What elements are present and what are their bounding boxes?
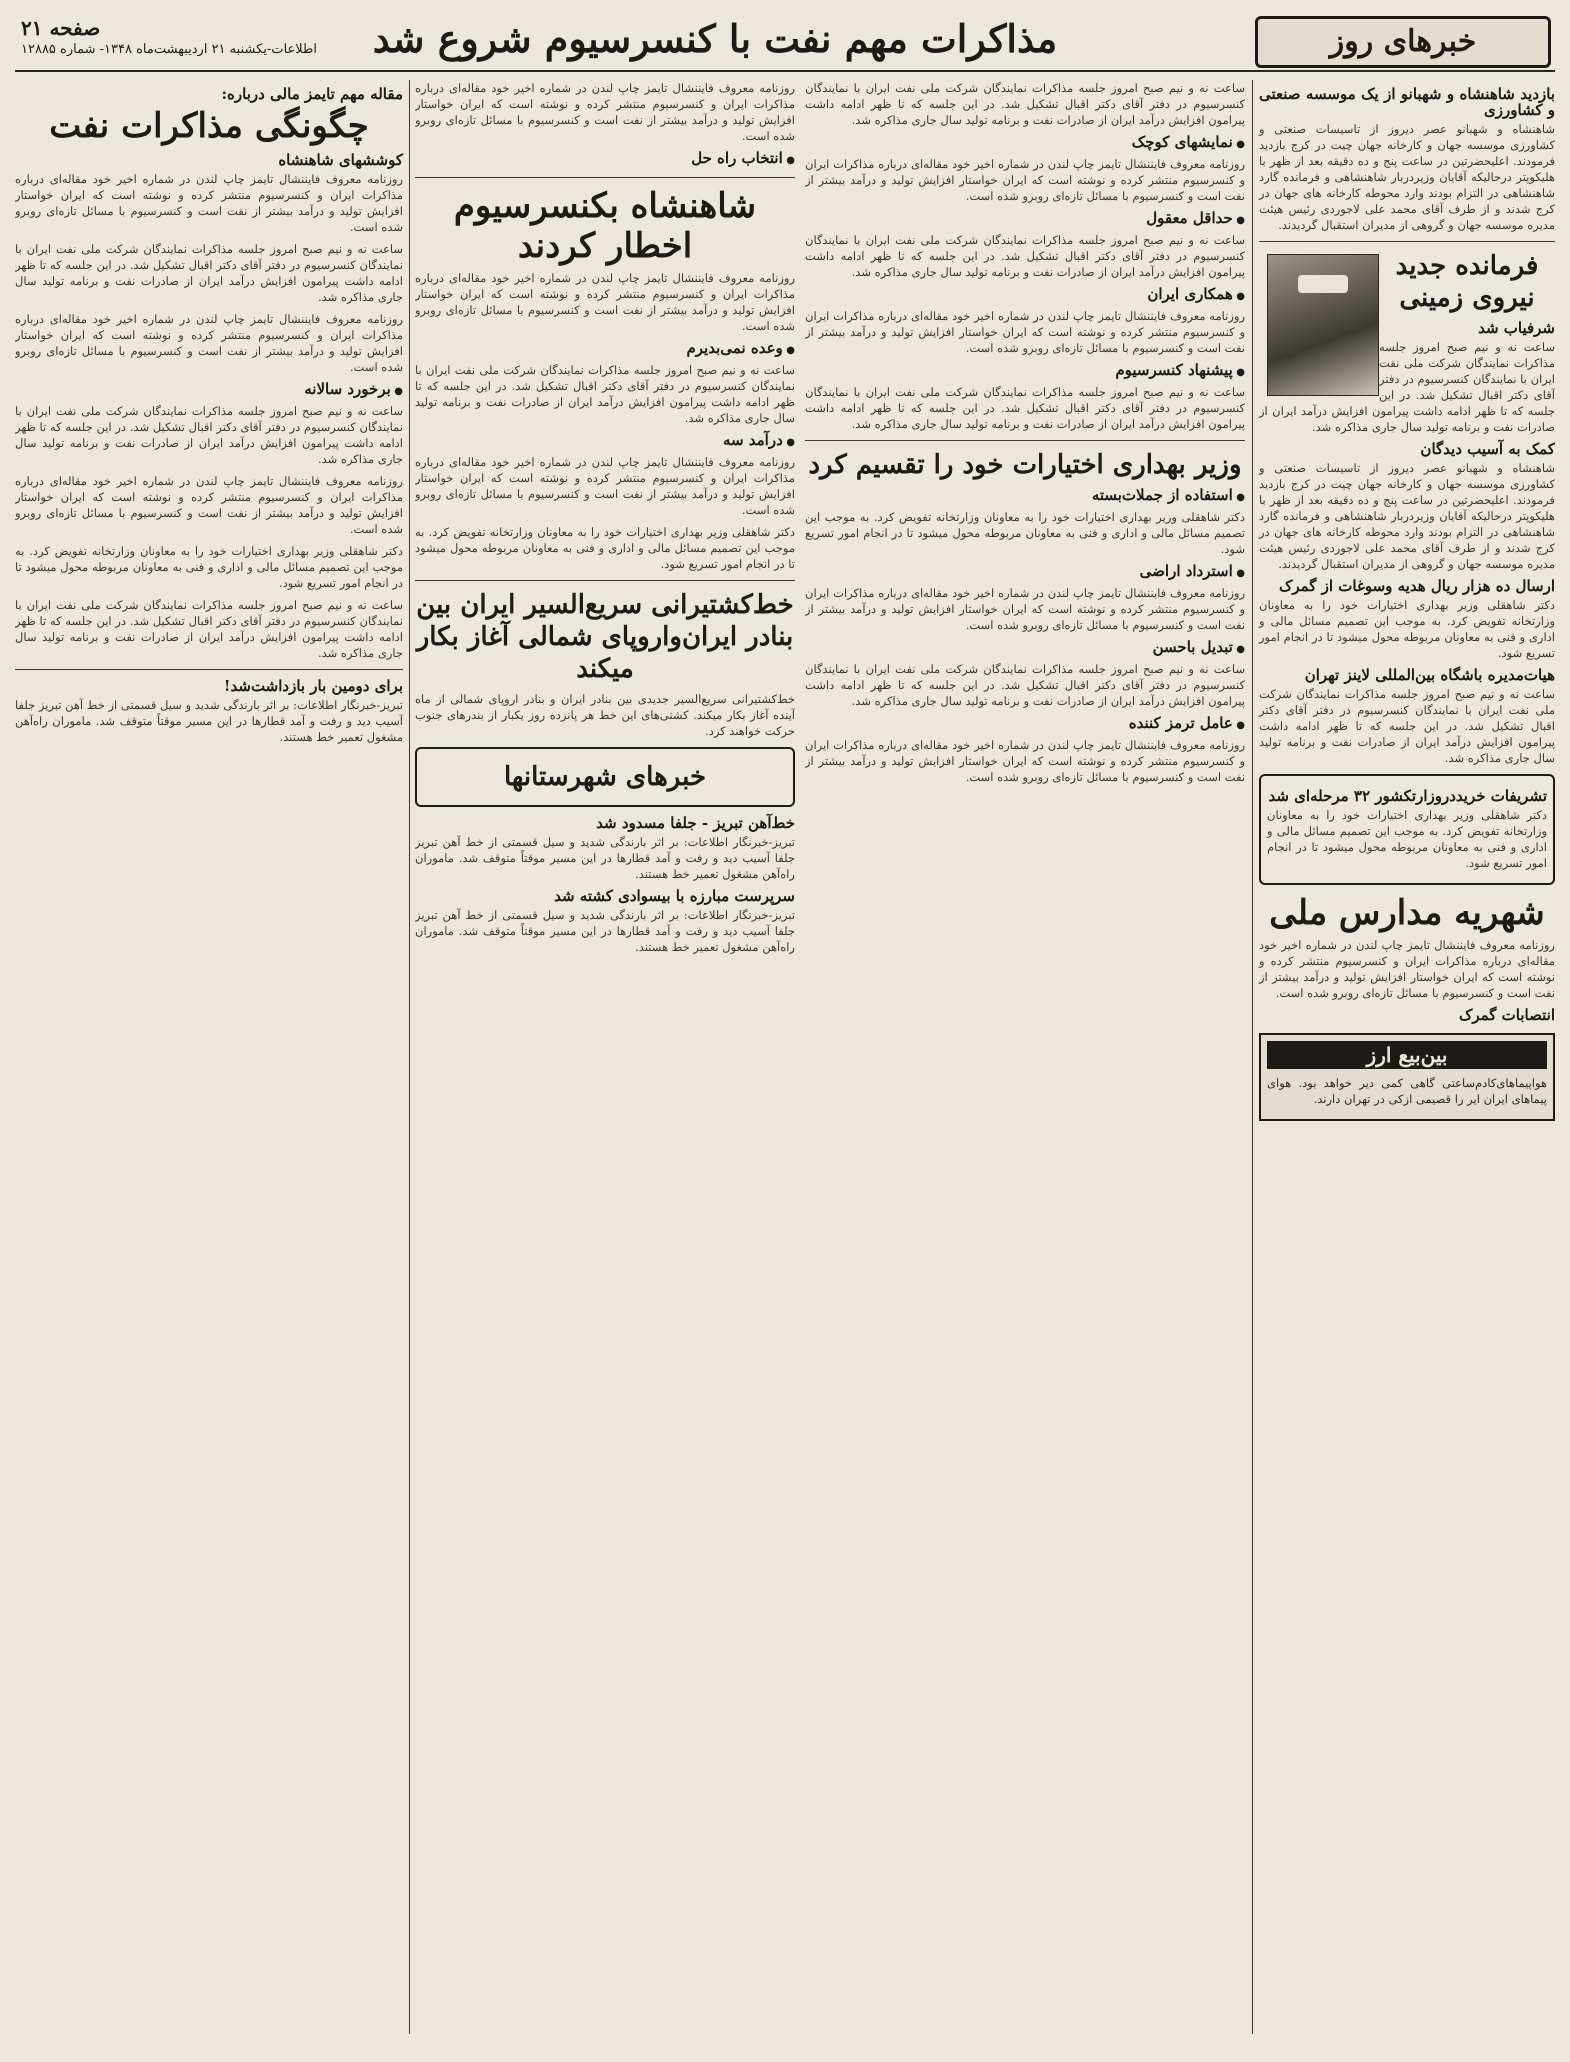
subhead-conversion: ● تبدیل باحسن	[805, 639, 1245, 658]
article-text: روزنامه معروف فایننشال تایمز چاپ لندن در شماره اخیر خود مقاله‌ای درباره مذاکرات ایران و کنسرسیوم منتشر کرده و نوشته است که ایران خواستار افزایش تولید و درآمد بیشتر از نفت است و کنسرسیوم با مسائل تازه‌ای روبرو شده است.	[805, 157, 1245, 203]
article-text: روزنامه معروف فایننشال تایمز چاپ لندن در شماره اخیر خود مقاله‌ای درباره مذاکرات ایران و کنسرسیوم منتشر کرده و نوشته است که ایران خواستار افزایش تولید و درآمد بیشتر از نفت است و کنسرسیوم با مسائل تازه‌ای روبرو شده است.	[805, 309, 1245, 355]
subhead-reasonable-minimum: ● حداقل معقول	[805, 210, 1245, 229]
portrait-photo	[1267, 254, 1379, 396]
divider	[415, 177, 795, 178]
subhead-efforts: کوششهای شاهنشاه	[278, 151, 403, 169]
subhead-no-promises: ● وعده نمی‌بدیرم	[415, 340, 795, 359]
article-text: ساعت نه و نیم صبح امروز جلسه مذاکرات نمایندگان شرکت ملی نفت ایران با نمایندگان کنسرسیوم در دفتر آقای دکتر اقبال تشکیل شد. در این جلسه که تا ظهر ادامه داشت پیرامون افزایش درآمد ایران از صادرات نفت و برنامه تولید سال جاری مذاکره شد.	[805, 81, 1245, 127]
article-text: تبریز-خبرنگار اطلاعات: بر اثر بارندگی شدید و سیل قسمتی از خط آهن تبریز جلفا آسیب دید و رفت و آمد قطارها در این مسیر موقتاً متوقف شد. ماموران راه‌آهن مشغول تعمیر خط هستند.	[415, 908, 795, 954]
headline-arrest: برای دومین بار بازداشت‌شد!	[223, 677, 403, 695]
issue-line: اطلاعات-یکشنبه ۲۱ اردیبهشت‌ماه ۱۳۴۸- شماره ۱۲۸۸۵	[21, 42, 317, 57]
ad-text: هواپیماهای‌کادم‌ساعتی گاهی کمی دیر خواهد بود. هوای پیماهای ایران ایر را قصیمی ازکی در تهران دارند.	[1267, 1076, 1547, 1106]
cities-news-box	[415, 747, 795, 807]
divider	[805, 440, 1245, 441]
article-text: روزنامه معروف فایننشال تایمز چاپ لندن در شماره اخیر خود مقاله‌ای درباره مذاکرات ایران و کنسرسیوم منتشر کرده و نوشته است که ایران خواستار افزایش تولید و درآمد بیشتر از نفت است و کنسرسیوم با مسائل تازه‌ای روبرو شده است.	[415, 455, 795, 517]
article-text: شاهنشاه و شهبانو عصر دیروز از تاسیسات صنعتی و کشاورزی موسسه جهان و کارخانه جهان چیت در کرج بازدید فرمودند. اعلیحضرتین در ساعت پنج و ده دقیقه بعد از ظهر با هلیکوپتر درحالیکه آقایان وزیردربار شاهنشاهی و فرمانده گارد شاهنشاهی در التزام بودند وارد محوطه کارخانه های جهان در کرج شدند و از طرف آقای محمد علی لاجوردی رئیس هیئت مدیره موسسه جهان و گروهی از مدیران استقبال گردیدند.	[1259, 122, 1555, 232]
subhead-consortium-proposal: ● پیشنهاد کنسرسیوم	[805, 362, 1245, 381]
ad-title: بین‌بیع ارز	[1267, 1041, 1547, 1069]
page-number: صفحه ۲۱	[21, 16, 101, 40]
boxed-article	[1259, 774, 1555, 885]
main-headline: مذاکرات مهم نفت با کنسرسیوم شروع شد	[372, 16, 1058, 61]
article-text: دکتر شاهقلی وزیر بهداری اختیارات خود را به معاونان وزارتخانه تفویض کرد. به موجب این تصمیم مسائل مالی و اداری و فنی به معاونان مربوطه محول میشود تا در انجام امور تسریع شود.	[15, 544, 403, 590]
article-text: روزنامه معروف فایننشال تایمز چاپ لندن در شماره اخیر خود مقاله‌ای درباره مذاکرات ایران و کنسرسیوم منتشر کرده و نوشته است که ایران خواستار افزایش تولید و درآمد بیشتر از نفت است و کنسرسیوم با مسائل تازه‌ای روبرو شده است.	[415, 271, 795, 333]
newspaper-page	[15, 14, 1555, 2034]
article-text: ساعت نه و نیم صبح امروز جلسه مذاکرات نمایندگان شرکت ملی نفت ایران با نمایندگان کنسرسیوم در دفتر آقای دکتر اقبال تشکیل شد. در این جلسه که تا ظهر ادامه داشت پیرامون افزایش درآمد ایران از صادرات نفت و برنامه تولید سال جاری مذاکره شد.	[805, 662, 1245, 708]
article-text: دکتر شاهقلی وزیر بهداری اختیارات خود را به معاونان وزارتخانه تفویض کرد. به موجب این تصمیم مسائل مالی و اداری و فنی به معاونان مربوطه محول میشود تا در انجام امور تسریع شود.	[415, 525, 795, 571]
left-column	[15, 80, 410, 2034]
article-text: روزنامه معروف فایننشال تایمز چاپ لندن در شماره اخیر خود مقاله‌ای درباره مذاکرات ایران و کنسرسیوم منتشر کرده و نوشته است که ایران خواستار افزایش تولید و درآمد بیشتر از نفت است و کنسرسیوم با مسائل تازه‌ای روبرو شده است.	[805, 586, 1245, 632]
headline-commander-sub: شرفیاب شد	[1478, 319, 1555, 337]
article-text: دکتر شاهقلی وزیر بهداری اختیارات خود را به معاونان وزارتخانه تفویض کرد. به موجب این تصمیم مسائل مالی و اداری و فنی به معاونان مربوطه محول میشود تا در انجام امور تسریع شود.	[1259, 598, 1555, 660]
article-text: ساعت نه و نیم صبح امروز جلسه مذاکرات نمایندگان شرکت ملی نفت ایران با نمایندگان کنسرسیوم در دفتر آقای دکتر اقبال تشکیل شد. در این جلسه که تا ظهر ادامه داشت پیرامون افزایش درآمد ایران از صادرات نفت و برنامه تولید سال جاری مذاکره شد.	[15, 242, 403, 304]
article-text: تبریز-خبرنگار اطلاعات: بر اثر بارندگی شدید و سیل قسمتی از خط آهن تبریز جلفا آسیب دید و رفت و آمد قطارها در این مسیر موقتاً متوقف شد. ماموران راه‌آهن مشغول تعمیر خط هستند.	[15, 698, 403, 744]
article-text: روزنامه معروف فایننشال تایمز چاپ لندن در شماره اخیر خود مقاله‌ای درباره مذاکرات ایران و کنسرسیوم منتشر کرده و نوشته است که ایران خواستار افزایش تولید و درآمد بیشتر از نفت است و کنسرسیوم با مسائل تازه‌ای روبرو شده است.	[415, 81, 795, 143]
divider	[415, 580, 795, 581]
article-text: ساعت نه و نیم صبح امروز جلسه مذاکرات نمایندگان شرکت ملی نفت ایران با نمایندگان کنسرسیوم در دفتر آقای دکتر اقبال تشکیل شد. در این جلسه که تا ظهر ادامه داشت پیرامون افزایش درآمد ایران از صادرات نفت و برنامه تولید سال جاری مذاکره شد.	[1259, 687, 1555, 765]
article-text: ساعت نه و نیم صبح امروز جلسه مذاکرات نمایندگان شرکت ملی نفت ایران با نمایندگان کنسرسیوم در دفتر آقای دکتر اقبال تشکیل شد. در این جلسه که تا ظهر ادامه داشت پیرامون افزایش درآمد ایران از صادرات نفت و برنامه تولید سال جاری مذاکره شد.	[1259, 340, 1555, 434]
advertisement-box	[1259, 1033, 1555, 1121]
subhead-braking-factor: ● عامل ترمز کننده	[805, 715, 1245, 734]
article-text: ساعت نه و نیم صبح امروز جلسه مذاکرات نمایندگان شرکت ملی نفت ایران با نمایندگان کنسرسیوم در دفتر آقای دکتر اقبال تشکیل شد. در این جلسه که تا ظهر ادامه داشت پیرامون افزایش درآمد ایران از صادرات نفت و برنامه تولید سال جاری مذاکره شد.	[415, 363, 795, 425]
headline-interior: تشریفات خریددروزارتکشور ۳۲ مرحله‌ای شد	[1268, 787, 1547, 805]
article-text: روزنامه معروف فایننشال تایمز چاپ لندن در شماره اخیر خود مقاله‌ای درباره مذاکرات ایران و کنسرسیوم منتشر کرده و نوشته است که ایران خواستار افزایش تولید و درآمد بیشتر از نفت است و کنسرسیوم با مسائل تازه‌ای روبرو شده است.	[1259, 938, 1555, 1000]
article-text: روزنامه معروف فایننشال تایمز چاپ لندن در شماره اخیر خود مقاله‌ای درباره مذاکرات ایران و کنسرسیوم منتشر کرده و نوشته است که ایران خواستار افزایش تولید و درآمد بیشتر از نفت است و کنسرسیوم با مسائل تازه‌ای روبرو شده است.	[805, 738, 1245, 784]
news-box-title: خبرهای روز	[1255, 16, 1551, 68]
article-text: ساعت نه و نیم صبح امروز جلسه مذاکرات نمایندگان شرکت ملی نفت ایران با نمایندگان کنسرسیوم در دفتر آقای دکتر اقبال تشکیل شد. در این جلسه که تا ظهر ادامه داشت پیرامون افزایش درآمد ایران از صادرات نفت و برنامه تولید سال جاری مذاکره شد.	[15, 598, 403, 660]
article-text: خط‌کشتیرانی سریع‌السیر جدیدی بین بنادر ایران و بنادر اروپای شمالی از ماه آینده آغاز بکار میکند. کشتی‌های این خط هر پانزده روز یکبار از بندرهای جنوب حرکت خواهند کرد.	[415, 692, 795, 738]
subhead-small-shows: ● نمایشهای کوچک	[805, 134, 1245, 153]
headline-commander: فرمانده جدید نیروی زمینی	[1395, 251, 1539, 313]
right-column	[1252, 80, 1555, 2034]
article-text: روزنامه معروف فایننشال تایمز چاپ لندن در شماره اخیر خود مقاله‌ای درباره مذاکرات ایران و کنسرسیوم منتشر کرده و نوشته است که ایران خواستار افزایش تولید و درآمد بیشتر از نفت است و کنسرسیوم با مسائل تازه‌ای روبرو شده است.	[15, 474, 403, 536]
article-text: ساعت نه و نیم صبح امروز جلسه مذاکرات نمایندگان شرکت ملی نفت ایران با نمایندگان کنسرسیوم در دفتر آقای دکتر اقبال تشکیل شد. در این جلسه که تا ظهر ادامه داشت پیرامون افزایش درآمد ایران از صادرات نفت و برنامه تولید سال جاری مذاکره شد.	[15, 404, 403, 466]
article-text: ساعت نه و نیم صبح امروز جلسه مذاکرات نمایندگان شرکت ملی نفت ایران با نمایندگان کنسرسیوم در دفتر آقای دکتر اقبال تشکیل شد. در این جلسه که تا ظهر ادامه داشت پیرامون افزایش درآمد ایران از صادرات نفت و برنامه تولید سال جاری مذاکره شد.	[805, 233, 1245, 279]
divider	[1259, 241, 1555, 242]
article-text: ساعت نه و نیم صبح امروز جلسه مذاکرات نمایندگان شرکت ملی نفت ایران با نمایندگان کنسرسیوم در دفتر آقای دکتر اقبال تشکیل شد. در این جلسه که تا ظهر ادامه داشت پیرامون افزایش درآمد ایران از صادرات نفت و برنامه تولید سال جاری مذاکره شد.	[805, 385, 1245, 431]
cap-shape	[1298, 275, 1348, 293]
headline-aid: کمک به آسیب دیدگان	[1420, 440, 1555, 458]
headline-shah-visit: بازدید شاهنشاه و شهبانو از یک موسسه صنعتی و کشاورزی	[1259, 85, 1555, 119]
article-text: شاهنشاه و شهبانو عصر دیروز از تاسیسات صنعتی و کشاورزی موسسه جهان و کارخانه جهان چیت در کرج بازدید فرمودند. اعلیحضرتین در ساعت پنج و ده دقیقه بعد از ظهر با هلیکوپتر درحالیکه آقایان وزیردربار شاهنشاهی و فرمانده گارد شاهنشاهی در التزام بودند وارد محوطه کارخانه های جهان در کرج شدند و از طرف آقای محمد علی لاجوردی رئیس هیئت مدیره موسسه جهان و گروهی از مدیران استقبال گردیدند.	[1259, 461, 1555, 571]
headline-minister: وزیر بهداری اختیارات خود را تقسیم کرد	[808, 450, 1242, 480]
middle-left-column	[415, 80, 795, 2034]
article-text: دکتر شاهقلی وزیر بهداری اختیارات خود را به معاونان وزارتخانه تفویض کرد. به موجب این تصمیم مسائل مالی و اداری و فنی به معاونان مربوطه محول میشود تا در انجام امور تسریع شود.	[805, 510, 1245, 556]
headline-tuition: شهریه مدارس ملی	[1269, 893, 1545, 933]
headline-tabriz: خط‌آهن تبریز - جلفا مسدود شد	[596, 814, 795, 832]
headline-customs-appointments: انتصابات گمرک	[1458, 1006, 1555, 1024]
subhead-choose-solution: ● انتخاب راه حل	[415, 150, 795, 169]
article-text: روزنامه معروف فایننشال تایمز چاپ لندن در شماره اخیر خود مقاله‌ای درباره مذاکرات ایران و کنسرسیوم منتشر کرده و نوشته است که ایران خواستار افزایش تولید و درآمد بیشتر از نفت است و کنسرسیوم با مسائل تازه‌ای روبرو شده است.	[15, 312, 403, 374]
headline-cities: خبرهای شهرستانها	[503, 762, 707, 792]
article-text: دکتر شاهقلی وزیر بهداری اختیارات خود را به معاونان وزارتخانه تفویض کرد. به موجب این تصمیم مسائل مالی و اداری و فنی به معاونان مربوطه محول میشود تا در انجام امور تسریع شود.	[1267, 808, 1547, 870]
masthead	[15, 14, 1555, 72]
subhead-land-return: ● استرداد اراضی	[805, 563, 1245, 582]
middle-right-column	[805, 80, 1245, 2034]
article-text: روزنامه معروف فایننشال تایمز چاپ لندن در شماره اخیر خود مقاله‌ای درباره مذاکرات ایران و کنسرسیوم منتشر کرده و نوشته است که ایران خواستار افزایش تولید و درآمد بیشتر از نفت است و کنسرسیوم با مسائل تازه‌ای روبرو شده است.	[15, 172, 403, 234]
headline-shah-warning: شاهنشاه بکنسرسیوم اخطار کردند	[453, 186, 757, 266]
headline-customs: ارسال ده هزار ریال هدیه وسوغات از گمرک	[1278, 577, 1555, 595]
headline-lions: هیات‌مدیره باشگاه بین‌المللی لاینز تهران	[1304, 666, 1555, 684]
headline-literacy: سرپرست مبارزه با بیسوادی کشته شد	[554, 887, 795, 905]
subhead-annual-clash: ● برخورد سالانه	[15, 381, 403, 400]
article-kicker: مقاله مهم تایمز مالی درباره:	[221, 85, 403, 103]
divider	[15, 669, 403, 670]
subhead-closed-phrases: ● استفاده از جملات‌بسته	[805, 487, 1245, 506]
subhead-income: ● درآمد سه	[415, 432, 795, 451]
article-title: چگونگی مذاکرات نفت	[49, 106, 369, 146]
article-text: تبریز-خبرنگار اطلاعات: بر اثر بارندگی شدید و سیل قسمتی از خط آهن تبریز جلفا آسیب دید و رفت و آمد قطارها در این مسیر موقتاً متوقف شد. ماموران راه‌آهن مشغول تعمیر خط هستند.	[415, 835, 795, 881]
subhead-iran-cooperation: ● همکاری ایران	[805, 286, 1245, 305]
headline-shipping: خط‌کشتیرانی سریع‌السیر ایران بین بنادر ایران‌واروپای شمالی آغاز بکار میکند	[416, 590, 794, 684]
